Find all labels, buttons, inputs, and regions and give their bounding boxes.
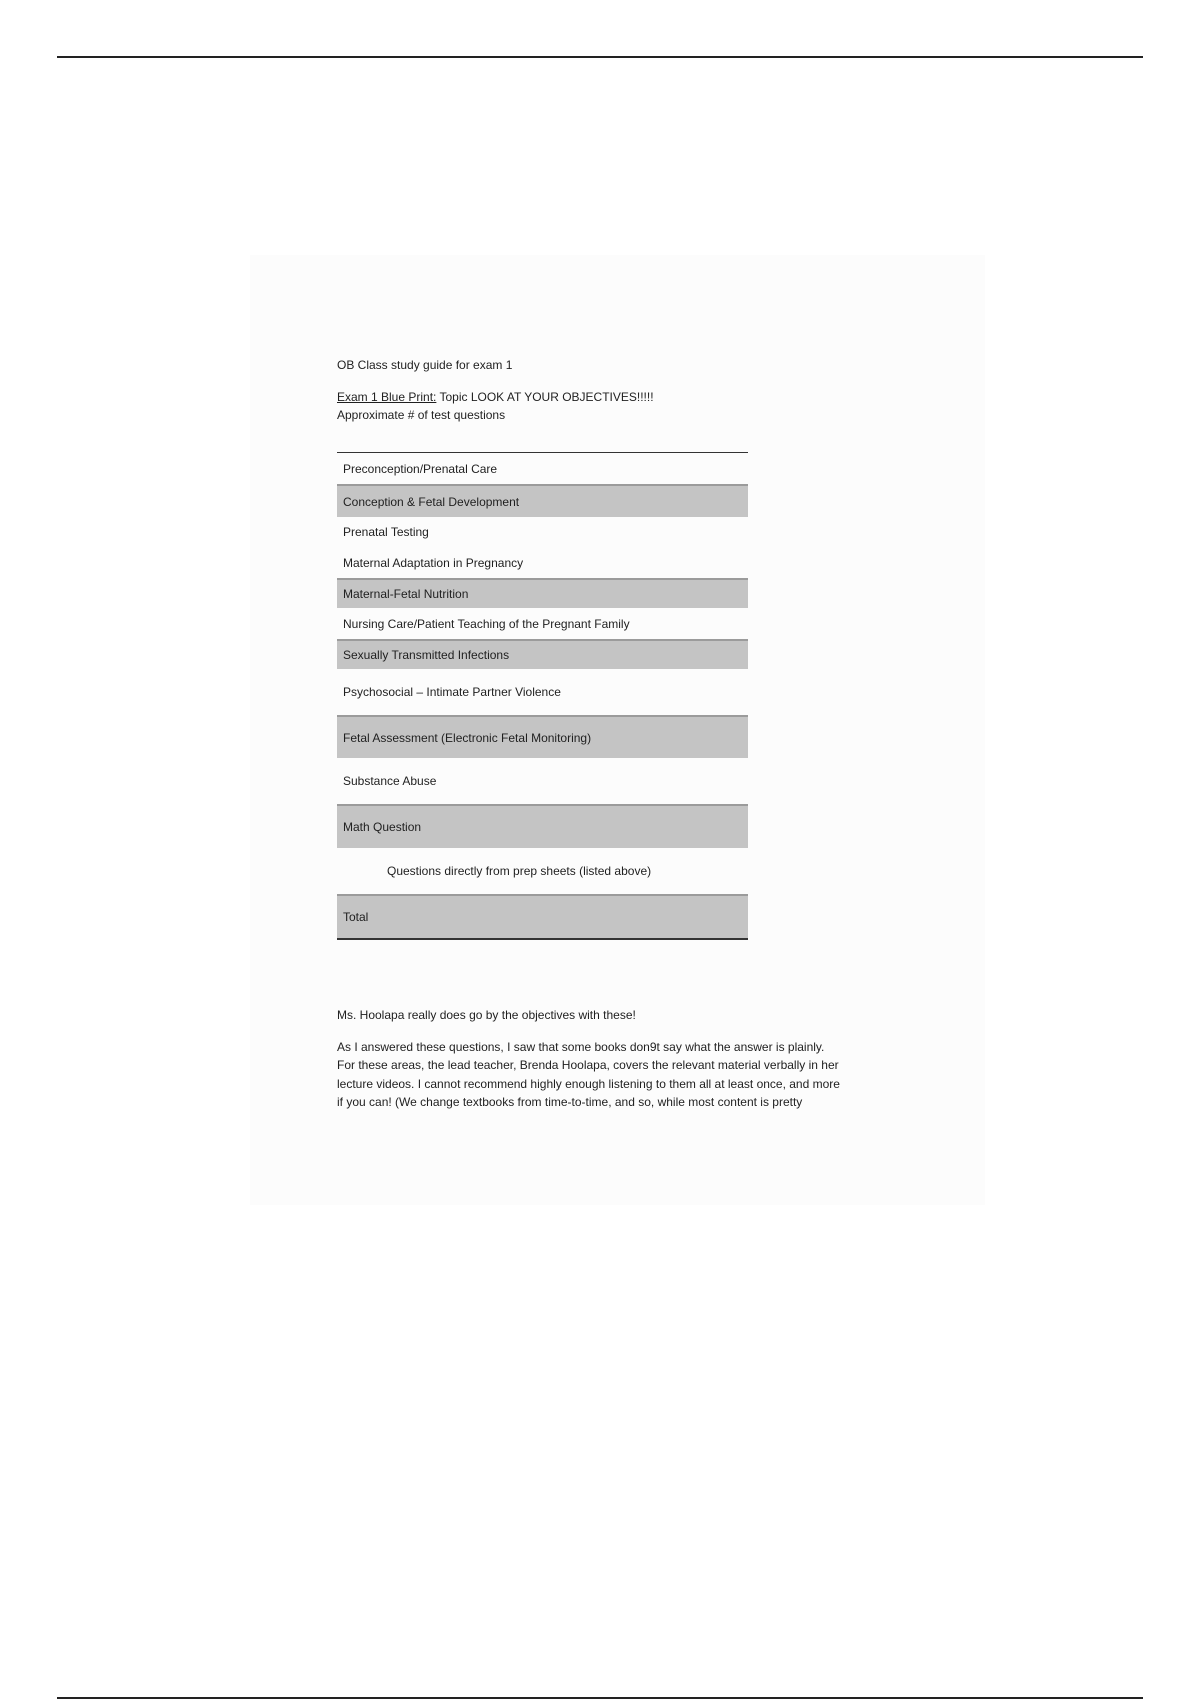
study-guide-content [337, 356, 917, 940]
topic-label: Math Question [343, 820, 422, 834]
blueprint-line [337, 388, 917, 406]
paragraph-line: For these areas, the lead teacher, Brenda Hoolapa, covers the relevant material verbally in her [337, 1058, 839, 1073]
top-rule [57, 56, 1143, 58]
topic-row [337, 804, 748, 848]
topic-row [337, 715, 748, 758]
topic-label: Prenatal Testing [343, 525, 429, 539]
topic-row [337, 669, 748, 715]
bottom-rule [57, 1697, 1143, 1699]
topic-label: Maternal Adaptation in Pregnancy [343, 555, 524, 570]
topic-label: Maternal-Fetal Nutrition [343, 587, 469, 601]
objectives-note: Ms. Hoolapa really does go by the objectives with these! [337, 1008, 636, 1022]
topic-label: Sexually Transmitted Infections [343, 648, 510, 662]
topic-row [337, 848, 748, 894]
document-title: OB Class study guide for exam 1 [337, 358, 513, 372]
topics-table [337, 452, 748, 940]
topic-row [337, 517, 748, 547]
blueprint-text: Topic LOOK AT YOUR OBJECTIVES!!!!! [436, 390, 654, 404]
paragraph-line: lecture videos. I cannot recommend highly enough listening to them all at least once, and more [337, 1076, 840, 1091]
topic-row [337, 608, 748, 639]
topic-label: Preconception/Prenatal Care [343, 461, 498, 476]
topic-row [337, 453, 748, 484]
topic-row [337, 484, 748, 517]
paragraph-line: As I answered these questions, I saw that some books don9t say what the answer is plainly. [337, 1040, 825, 1054]
topic-row [337, 578, 748, 608]
total-row [337, 894, 748, 938]
blueprint-label: Exam 1 Blue Print: [337, 390, 437, 404]
topic-label: Substance Abuse [343, 774, 437, 788]
study-advice-paragraph [337, 1038, 917, 1111]
topic-row [337, 639, 748, 669]
topic-row [337, 758, 748, 804]
topic-label: Psychosocial – Intimate Partner Violence [343, 685, 561, 699]
topic-row [337, 547, 748, 578]
topic-label: Fetal Assessment (Electronic Fetal Monitoring) [343, 730, 592, 745]
paragraph-line: if you can! (We change textbooks from time-to-time, and so, while most content is pretty [337, 1094, 803, 1109]
topic-label: Conception & Fetal Development [343, 494, 520, 509]
topic-label: Questions directly from prep sheets (listed above) [387, 864, 652, 878]
approx-questions-line: Approximate # of test questions [337, 408, 506, 422]
topic-label: Total [343, 910, 369, 924]
topic-label: Nursing Care/Patient Teaching of the Pregnant Family [343, 616, 630, 631]
